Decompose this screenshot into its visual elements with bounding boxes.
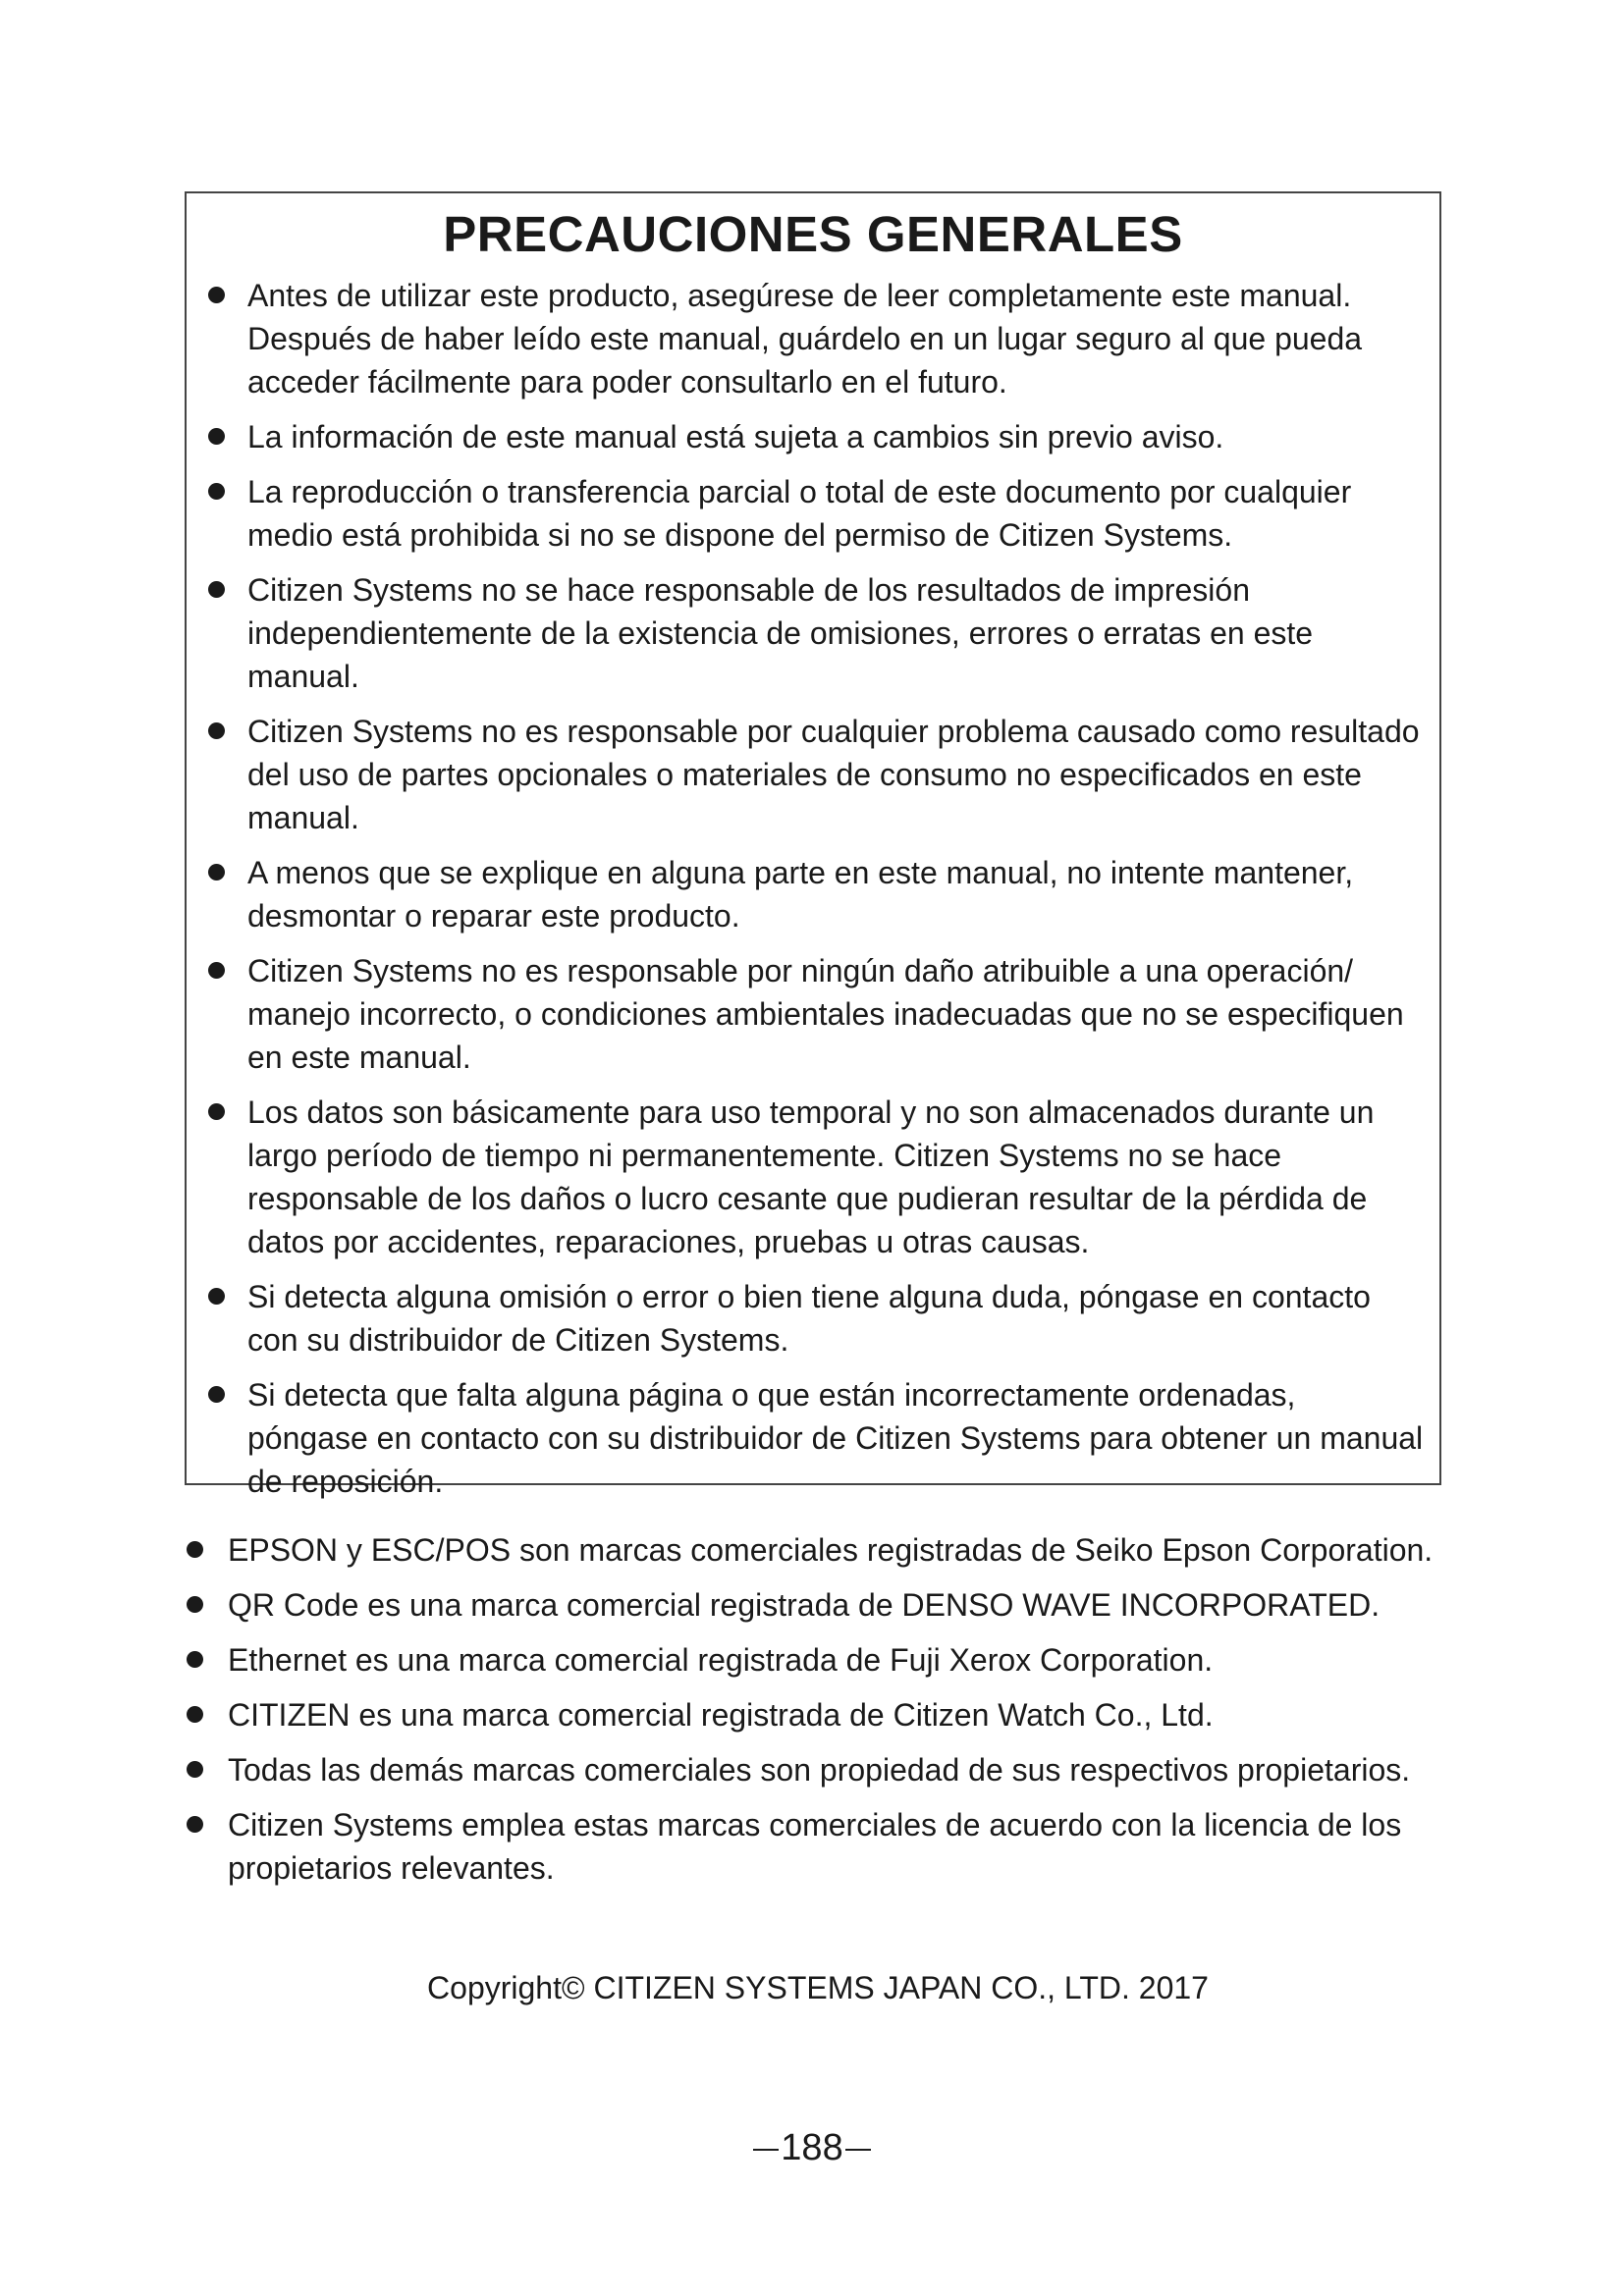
bullet-icon [208,1288,225,1305]
list-item-text: Citizen Systems no es responsable por cualquier problema causado como resultado del uso de partes opcionales o materiales de consumo no especificados en este manual. [247,714,1420,835]
general-precautions-box [185,191,1441,1499]
list-item-text: CITIZEN es una marca comercial registrada de Citizen Watch Co., Ltd. [228,1697,1214,1733]
bullet-icon [208,483,225,500]
bullet-icon [208,864,225,881]
list-item [185,1748,1451,1791]
list-item [206,568,1424,698]
list-item-text: Si detecta que falta alguna página o que están incorrectamente ordenadas, póngase en contacto con su distribuidor de Citizen Systems para obtener un manual de reposición. [247,1377,1424,1499]
list-item-text: Todas las demás marcas comerciales son propiedad de sus respectivos propietarios. [228,1752,1411,1788]
list-item-text: EPSON y ESC/POS son marcas comerciales registradas de Seiko Epson Corporation. [228,1532,1434,1568]
list-item-text: Ethernet es una marca comercial registrada de Fuji Xerox Corporation. [228,1642,1214,1678]
list-item [206,851,1424,937]
list-item [206,1373,1424,1503]
list-item [206,949,1424,1079]
bullet-icon [208,581,225,598]
bullet-icon [208,962,225,979]
list-item-text: Citizen Systems emplea estas marcas comerciales de acuerdo con la licencia de los propietarios relevantes. [228,1807,1402,1886]
list-item [185,1638,1451,1682]
bullet-icon [187,1706,203,1723]
page-number-dash-right [845,2149,871,2151]
list-item [185,1528,1451,1572]
bullet-icon [208,1386,225,1403]
page-number-dash-left [753,2149,779,2151]
list-item [206,470,1424,557]
list-item [206,1275,1424,1362]
list-item [206,274,1424,403]
list-item [206,1091,1424,1263]
precautions-list [206,274,1424,1515]
list-item [185,1693,1451,1736]
list-item-text: Los datos son básicamente para uso temporal y no son almacenados durante un largo período de tiempo ni permanentemente. Citizen Systems no se hace responsable de los daños o lucro cesante que pudieran resultar de la pérdida de datos por accidentes, reparaciones, pruebas u otras causas. [247,1095,1375,1259]
list-item-text: Citizen Systems no es responsable por ningún daño atribuible a una operación/ manejo incorrecto, o condiciones ambientales inadecuadas que no se especifiquen en este manual. [247,953,1404,1075]
bullet-icon [208,287,225,303]
bullet-icon [208,428,225,445]
bullet-icon [208,722,225,739]
list-item-text: La reproducción o transferencia parcial o total de este documento por cualquier medio está prohibida si no se dispone del permiso de Citizen Systems. [247,474,1352,553]
list-item-text: La información de este manual está sujeta a cambios sin previo aviso. [247,419,1224,454]
list-item-text: QR Code es una marca comercial registrada de DENSO WAVE INCORPORATED. [228,1587,1380,1623]
bullet-icon [187,1761,203,1778]
bullet-icon [187,1596,203,1613]
section-title: PRECAUCIONES GENERALES [443,206,1183,262]
list-item [185,1583,1451,1627]
list-item-text: Si detecta alguna omisión o error o bien tiene alguna duda, póngase en contacto con su distribuidor de Citizen Systems. [247,1279,1371,1358]
list-item-text: Citizen Systems no se hace responsable de los resultados de impresión independientemente de la existencia de omisiones, errores o erratas en este manual. [247,572,1314,694]
copyright-notice: Copyright© CITIZEN SYSTEMS JAPAN CO., LTD. 2017 [427,1970,1209,2005]
page-number: 188 [781,2127,843,2168]
bullet-icon [187,1541,203,1558]
list-item-text: A menos que se explique en alguna parte en este manual, no intente mantener, desmontar o reparar este producto. [247,855,1354,934]
bullet-icon [208,1103,225,1120]
list-item [206,710,1424,839]
list-item [185,1803,1451,1890]
list-item [206,415,1424,458]
bullet-icon [187,1651,203,1668]
bullet-icon [187,1816,203,1833]
page-number-footer [0,2126,1624,2169]
trademarks-list [185,1528,1451,1901]
list-item-text: Antes de utilizar este producto, asegúrese de leer completamente este manual. Después de haber leído este manual, guárdelo en un lugar seguro al que pueda acceder fácilmente para poder consultarlo en el futuro. [247,278,1363,400]
